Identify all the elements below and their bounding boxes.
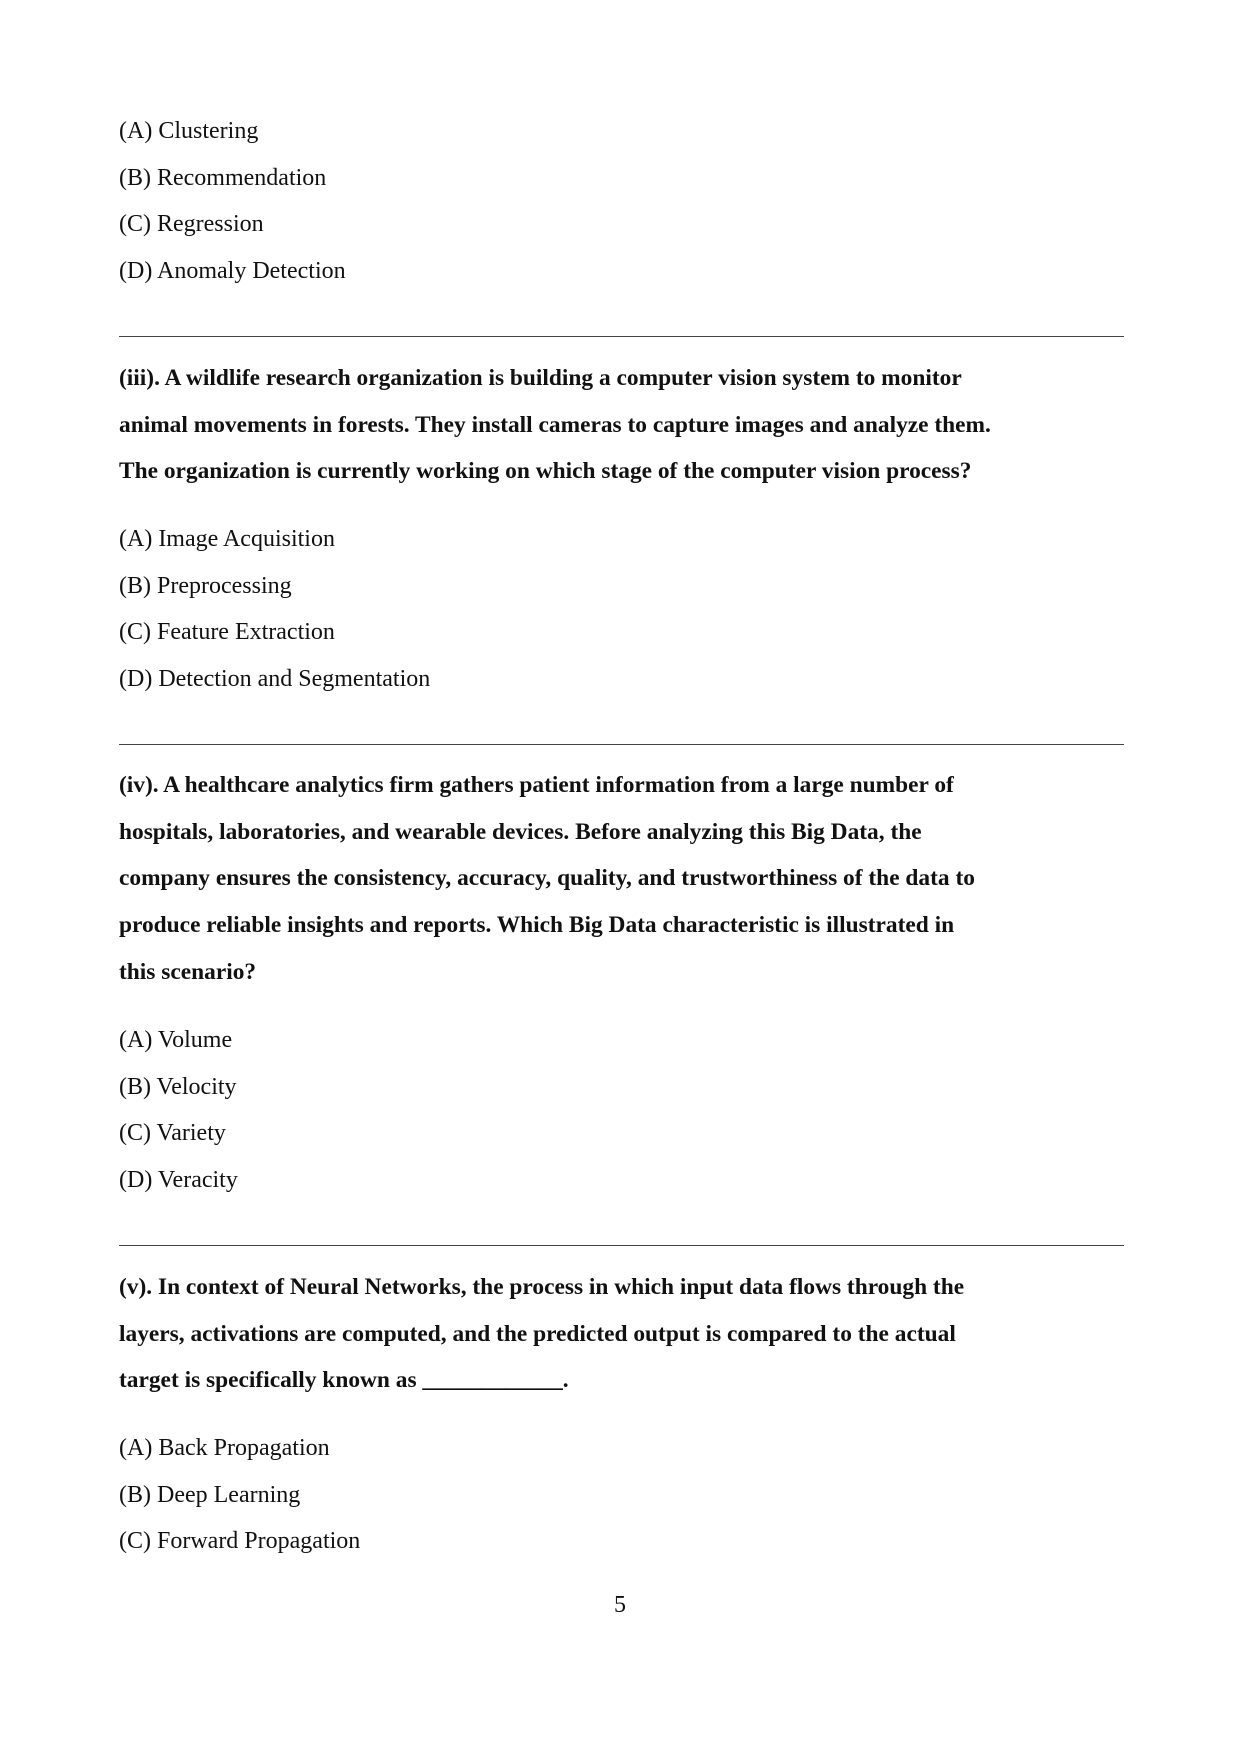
question-iv — [119, 762, 975, 995]
option-c: (C) Forward Propagation — [119, 1528, 361, 1555]
question-text: (v). In context of Neural Networks, the process in which input data flows through the — [119, 1274, 965, 1300]
option-d: (D) Veracity — [119, 1167, 238, 1194]
option-a: (A) Image Acquisition — [119, 526, 335, 552]
option-c: (C) Regression — [119, 211, 264, 238]
option-b: (B) Deep Learning — [119, 1481, 301, 1508]
option-d: (D) Anomaly Detection — [119, 258, 346, 285]
question-iv-options — [119, 1017, 238, 1204]
question-text: produce reliable insights and reports. Which Big Data characteristic is illustrated in — [119, 912, 955, 939]
option-a: (A) Back Propagation — [119, 1435, 330, 1461]
question-text: The organization is currently working on which stage of the computer vision process? — [119, 458, 972, 485]
question-text: animal movements in forests. They install cameras to capture images and analyze them. — [119, 411, 991, 438]
option-a: (A) Volume — [119, 1027, 233, 1053]
question-text: this scenario? — [119, 958, 257, 985]
question-text: (iv). A healthcare analytics firm gathers patient information from a large number of — [119, 772, 954, 798]
divider — [119, 744, 1124, 745]
question-iii-options — [119, 516, 430, 703]
option-b: (B) Preprocessing — [119, 572, 292, 599]
question-text: (iii). A wildlife research organization is building a computer vision system to monitor — [119, 365, 962, 391]
option-d: (D) Detection and Segmentation — [119, 666, 431, 693]
divider — [119, 336, 1124, 337]
question-text: company ensures the consistency, accuracy, quality, and trustworthiness of the data to — [119, 865, 975, 892]
question-text: layers, activations are computed, and the predicted output is compared to the actual — [119, 1320, 956, 1347]
option-b: (B) Velocity — [119, 1073, 237, 1100]
option-b: (B) Recommendation — [119, 164, 327, 191]
question-text: target is specifically known as ____________. — [119, 1367, 569, 1394]
option-c: (C) Variety — [119, 1120, 226, 1147]
prev-question-options — [119, 108, 346, 295]
question-v — [119, 1264, 964, 1404]
option-c: (C) Feature Extraction — [119, 619, 335, 646]
divider — [119, 1245, 1124, 1246]
question-v-options — [119, 1425, 360, 1565]
page-number: 5 — [614, 1592, 626, 1618]
option-a: (A) Clustering — [119, 118, 259, 144]
question-iii — [119, 355, 991, 495]
question-text: hospitals, laboratories, and wearable devices. Before analyzing this Big Data, the — [119, 818, 922, 845]
